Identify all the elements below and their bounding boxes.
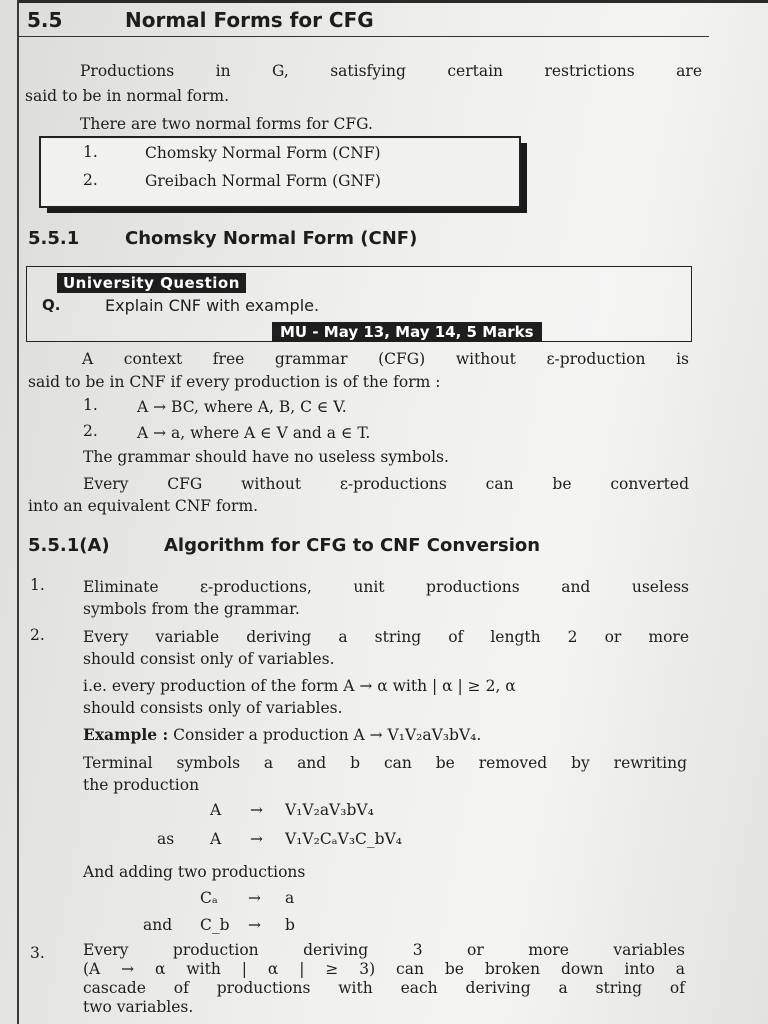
step-3-line-4: two variables.	[83, 998, 194, 1016]
step-2-num: 2.	[30, 626, 45, 644]
ca-arrow: →	[248, 889, 261, 907]
ie-line-2: should consists only of variables.	[83, 699, 343, 717]
step-2-line-2: should consist only of variables.	[83, 650, 335, 668]
page-margin-line	[17, 0, 19, 1024]
example-label: Example :	[83, 725, 169, 744]
subsection-number: 5.5.1	[28, 228, 80, 249]
cnf-rule-1-text: A → BC, where A, B, C ∈ V.	[137, 398, 347, 416]
adding-productions-text: And adding two productions	[83, 863, 306, 881]
algorithm-title: Algorithm for CFG to CNF Conversion	[164, 535, 541, 556]
question-text: Explain CNF with example.	[105, 296, 320, 315]
algorithm-number: 5.5.1(A)	[28, 535, 110, 556]
terminal-line-2: the production	[83, 776, 200, 794]
cnf-def-line-2: said to be in CNF if every production is of the form :	[28, 373, 441, 391]
and-word: and	[143, 916, 173, 934]
cnf-def-line-1: A context free grammar (CFG) without ε-production is	[82, 350, 689, 368]
prod-2-rhs: V₁V₂CₐV₃C_bV₄	[285, 830, 402, 848]
cnf-rule-2-text: A → a, where A ∈ V and a ∈ T.	[137, 424, 371, 442]
form-2-text: Greibach Normal Form (GNF)	[145, 172, 381, 190]
step-2-line-1: Every variable deriving a string of length 2 or more	[83, 628, 689, 646]
step-3-num: 3.	[30, 944, 45, 962]
cnf-rule-1-num: 1.	[83, 396, 98, 414]
cb-arrow: →	[248, 916, 261, 934]
two-forms-text: There are two normal forms for CFG.	[80, 115, 373, 133]
step-1-num: 1.	[30, 576, 45, 594]
terminal-line-1: Terminal symbols a and b can be removed by rewriting	[83, 754, 687, 772]
top-rule	[19, 0, 768, 3]
step-3-line-1: Every production deriving 3 or more variables	[83, 941, 685, 959]
exam-source-label: MU - May 13, May 14, 5 Marks	[272, 322, 542, 342]
step-3-line-3: cascade of productions with each deriving a string of	[83, 979, 685, 997]
example-text: Consider a production A → V₁V₂aV₃bV₄.	[173, 726, 482, 744]
form-1-num: 1.	[83, 143, 98, 161]
subsection-title: Chomsky Normal Form (CNF)	[125, 228, 418, 249]
example-line	[83, 723, 481, 747]
as-word: as	[157, 830, 175, 848]
step-3-line-2: (A → α with | α | ≥ 3) can be broken down into a	[83, 960, 685, 978]
intro-line-2: said to be in normal form.	[25, 87, 230, 105]
section-rule	[19, 36, 709, 37]
prod-2-arrow: →	[250, 830, 263, 848]
cb-lhs: C_b	[200, 916, 230, 934]
form-1-text: Chomsky Normal Form (CNF)	[145, 144, 381, 162]
question-marker: Q.	[42, 296, 61, 314]
ca-lhs: Cₐ	[200, 889, 218, 907]
ca-rhs: a	[285, 889, 295, 907]
useless-symbols-text: The grammar should have no useless symbols.	[83, 448, 449, 466]
convert-line-1: Every CFG without ε-productions can be converted	[83, 475, 689, 493]
normal-forms-box	[39, 136, 521, 208]
cb-rhs: b	[285, 916, 295, 934]
section-title: Normal Forms for CFG	[125, 8, 374, 32]
intro-line-1: Productions in G, satisfying certain restrictions are	[80, 62, 702, 80]
step-1-line-1: Eliminate ε-productions, unit productions and useless	[83, 578, 689, 596]
convert-line-2: into an equivalent CNF form.	[28, 497, 259, 515]
prod-2-lhs: A	[210, 830, 222, 848]
prod-1-rhs: V₁V₂aV₃bV₄	[285, 801, 374, 819]
cnf-rule-2-num: 2.	[83, 422, 98, 440]
prod-1-arrow: →	[250, 801, 263, 819]
step-1-line-2: symbols from the grammar.	[83, 600, 300, 618]
ie-line-1: i.e. every production of the form A → α with | α | ≥ 2, α	[83, 677, 516, 695]
section-number: 5.5	[27, 8, 63, 32]
university-question-label: University Question	[57, 273, 246, 293]
form-2-num: 2.	[83, 171, 98, 189]
prod-1-lhs: A	[210, 801, 222, 819]
